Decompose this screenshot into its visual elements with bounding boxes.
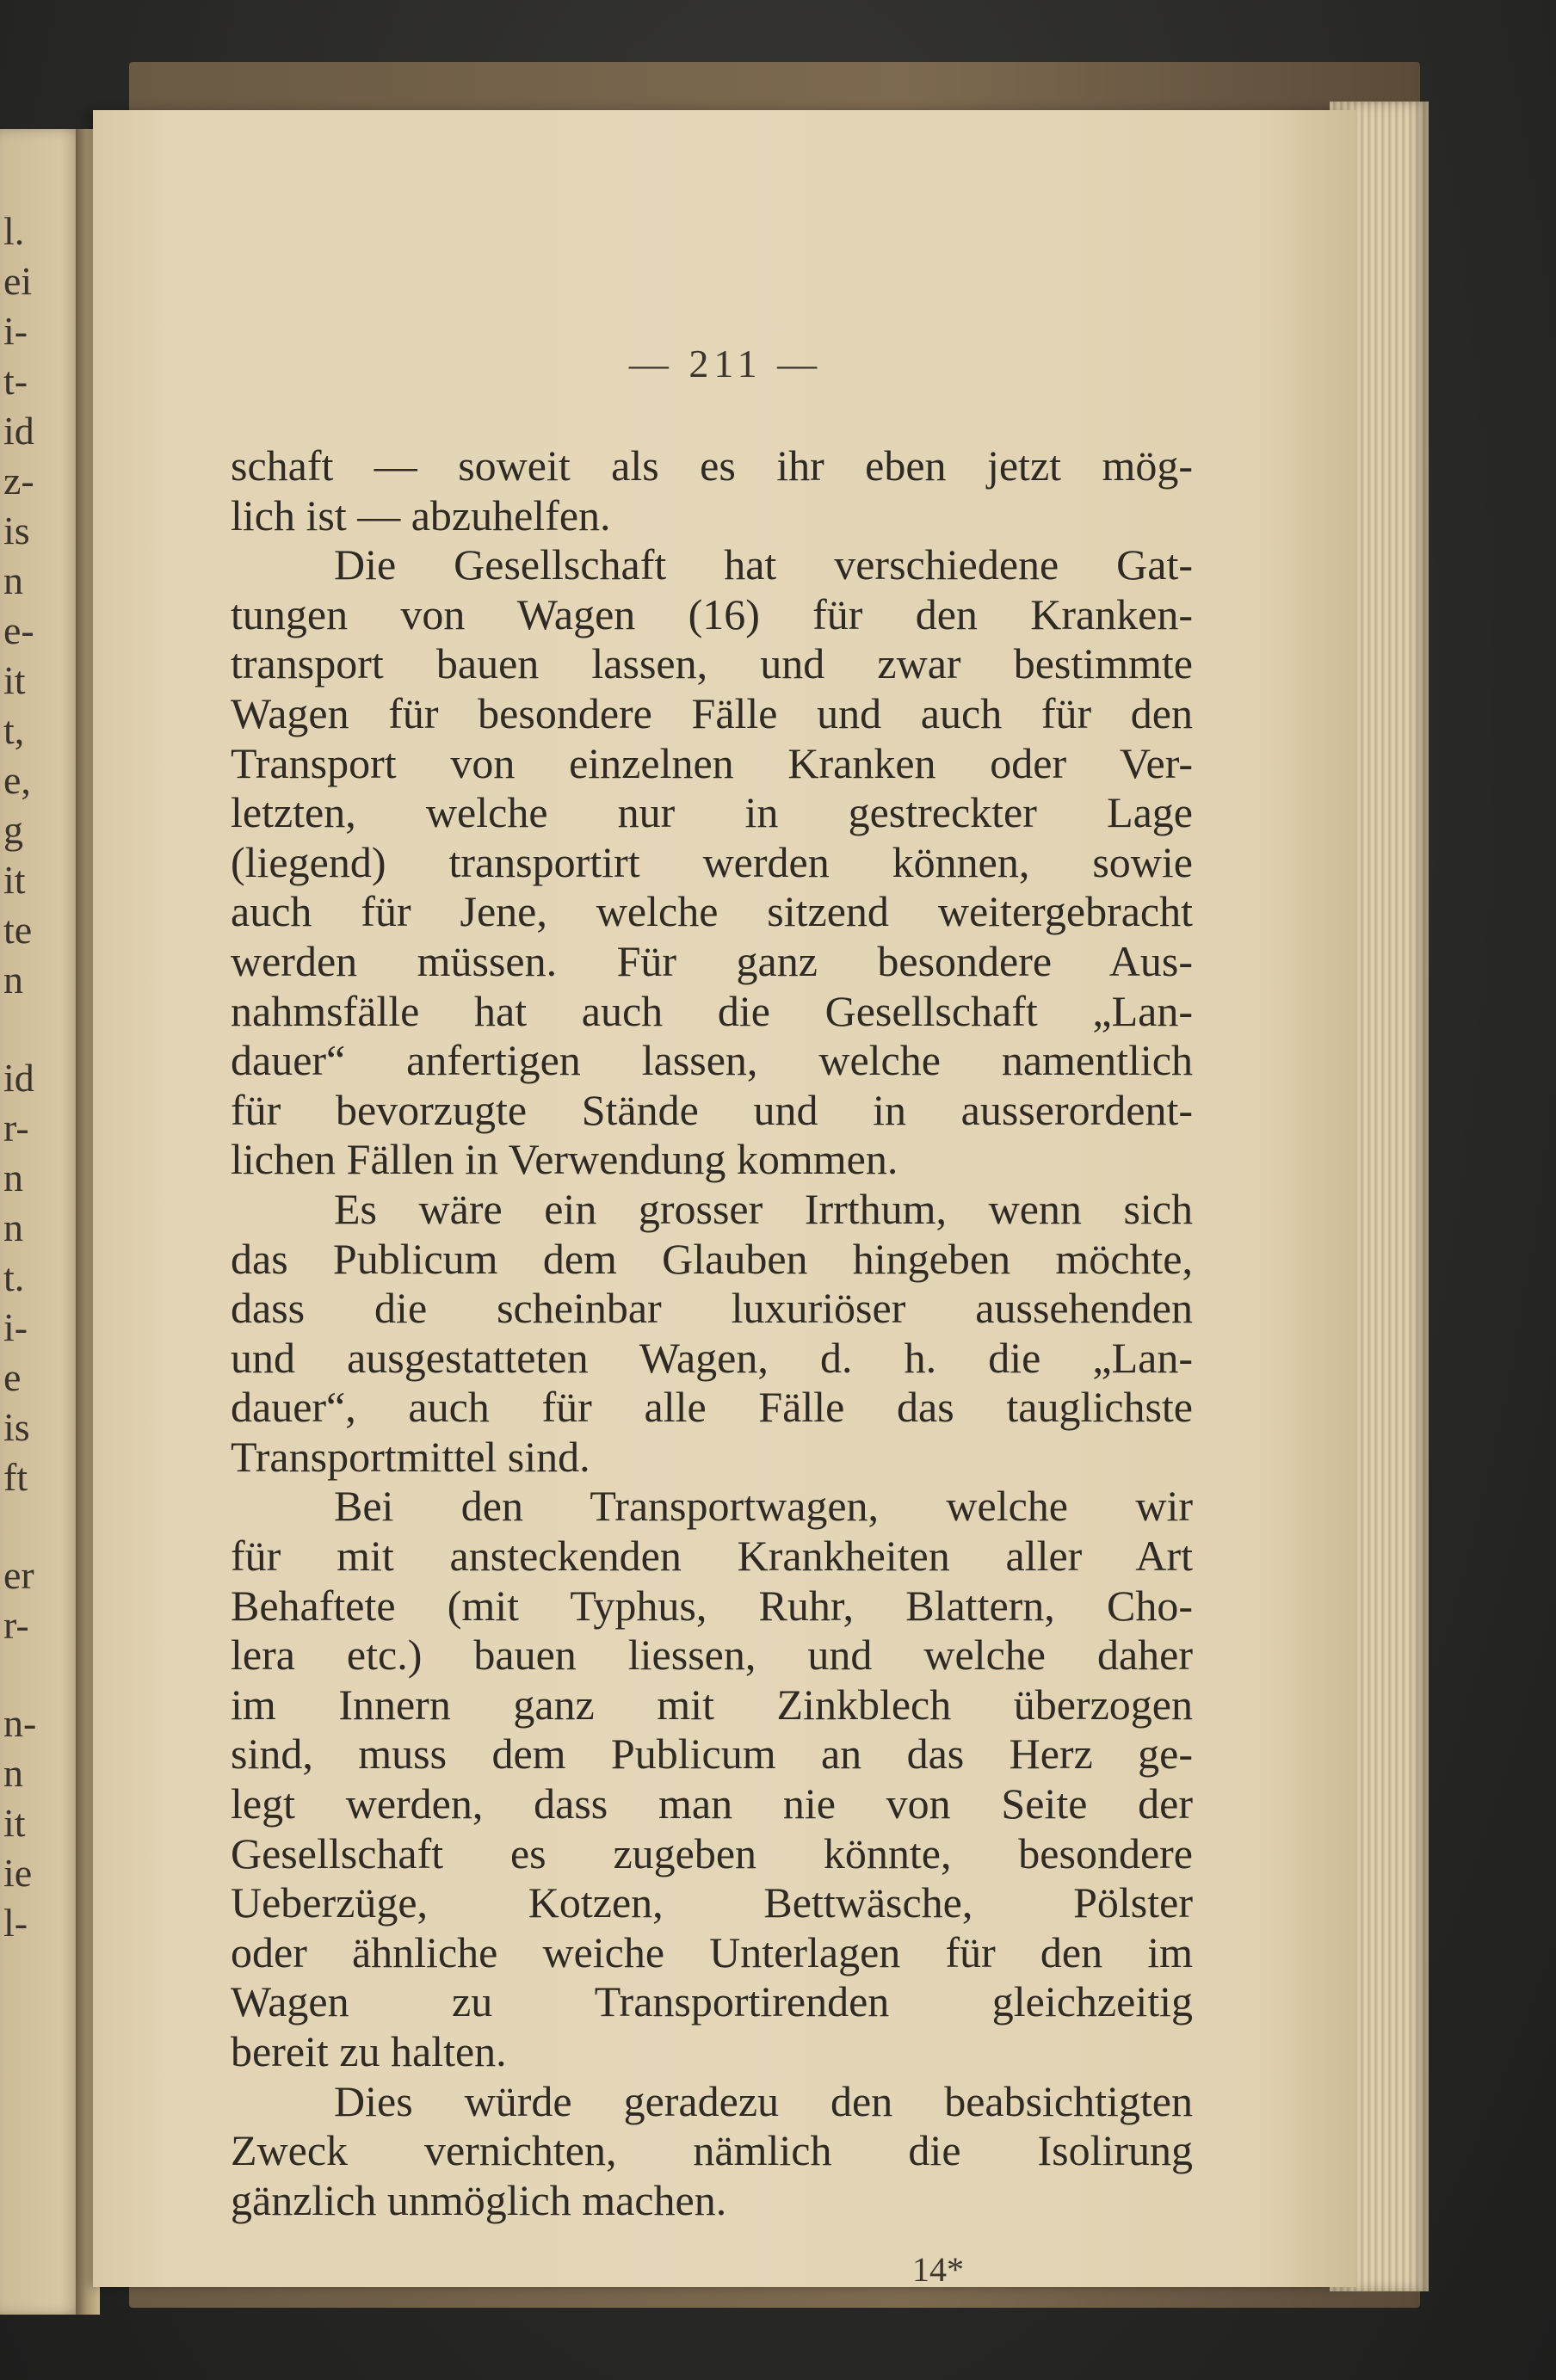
text-line: auch für Jene, welche sitzend weitergebracht	[231, 887, 1193, 936]
text-line: Wagen für besondere Fälle und auch für den	[231, 688, 1193, 737]
previous-page-text-fragment: n	[3, 1751, 23, 1795]
previous-page-text-fragment: t.	[3, 1255, 25, 1299]
previous-page-edge	[0, 129, 86, 2315]
text-line: schaft — soweit als es ihr eben jetzt mög-	[231, 441, 1193, 490]
text-line: das Publicum dem Glauben hingeben möchte,	[231, 1234, 1193, 1283]
previous-page-text-fragment: z-	[3, 459, 34, 503]
previous-page-text-fragment: n	[3, 558, 23, 602]
text-line: dass die scheinbar luxuriöser aussehenden	[231, 1284, 1193, 1333]
previous-page-text-fragment: n	[3, 958, 23, 1002]
text-line: (liegend) transportirt werden können, sowie	[231, 837, 1193, 886]
previous-page-text-fragment: it	[3, 1801, 26, 1845]
page-body-text	[231, 441, 1193, 2225]
text-line: oder ähnliche weiche Unterlagen für den im	[231, 1927, 1193, 1976]
text-line: lich ist — abzuhelfen.	[231, 490, 611, 540]
text-line: letzten, welche nur in gestreckter Lage	[231, 788, 1193, 837]
text-line: dauer“ anfertigen lassen, welche namentlich	[231, 1036, 1193, 1085]
previous-page-text-fragment: g	[3, 808, 23, 852]
previous-page-text-fragment: is	[3, 509, 30, 552]
previous-page-text-fragment: n-	[3, 1701, 37, 1745]
text-line: legt werden, dass man nie von Seite der	[231, 1779, 1193, 1828]
signature-mark: 14*	[912, 2250, 964, 2289]
previous-page-text-fragment: id	[3, 409, 34, 453]
text-line: nahmsfälle hat auch die Gesellschaft „Lan-	[231, 986, 1193, 1035]
text-line: Bei den Transportwagen, welche wir	[334, 1482, 1193, 1531]
previous-page-text-fragment: id	[3, 1056, 34, 1100]
page-number-header: — 211 —	[628, 342, 823, 385]
previous-page-text-fragment: it	[3, 658, 26, 702]
text-line: Ueberzüge, Kotzen, Bettwäsche, Pölster	[231, 1878, 1193, 1927]
text-line: tungen von Wagen (16) für den Kranken-	[231, 589, 1193, 638]
previous-page-text-fragment: n	[3, 1205, 23, 1249]
text-line: lera etc.) bauen liessen, und welche daher	[231, 1631, 1193, 1680]
previous-page-text-fragment: e	[3, 1355, 22, 1399]
book-page	[93, 110, 1356, 2287]
previous-page-text-fragment: i-	[3, 309, 28, 353]
previous-page-text-fragment: ie	[3, 1851, 33, 1895]
text-line: für bevorzugte Stände und in ausserordent-	[231, 1085, 1193, 1134]
previous-page-text-fragment: ei	[3, 259, 33, 303]
text-line: und ausgestatteten Wagen, d. h. die „Lan-	[231, 1333, 1193, 1382]
text-line: im Innern ganz mit Zinkblech überzogen	[231, 1680, 1193, 1729]
text-line: Es wäre ein grosser Irrthum, wenn sich	[334, 1184, 1193, 1233]
previous-page-text-fragment: er	[3, 1553, 34, 1597]
previous-page-text-fragment: t,	[3, 708, 25, 752]
previous-page-text-fragment: is	[3, 1405, 30, 1449]
previous-page-text-fragment: t-	[3, 359, 28, 403]
text-line: transport bauen lassen, und zwar bestimmte	[231, 639, 1193, 688]
text-line: dauer“, auch für alle Fälle das tauglichste	[231, 1383, 1193, 1432]
text-line: für mit ansteckenden Krankheiten aller Art	[231, 1532, 1193, 1581]
text-line: Die Gesellschaft hat verschiedene Gat-	[334, 540, 1193, 589]
previous-page-text-fragment: i-	[3, 1305, 28, 1349]
text-line: Transportmittel sind.	[231, 1432, 590, 1481]
text-line: sind, muss dem Publicum an das Herz ge-	[231, 1730, 1193, 1779]
previous-page-text-fragment: it	[3, 858, 26, 902]
text-line: gänzlich unmöglich machen.	[231, 2175, 727, 2224]
text-line: werden müssen. Für ganz besondere Aus-	[231, 936, 1193, 985]
previous-page-text-fragment: l-	[3, 1901, 28, 1945]
previous-page-text-fragment: e,	[3, 758, 31, 802]
text-line: Behaftete (mit Typhus, Ruhr, Blattern, Cho-	[231, 1581, 1193, 1630]
previous-page-text-fragment: l.	[3, 209, 25, 253]
text-line: bereit zu halten.	[231, 2027, 507, 2075]
previous-page-text-fragment: te	[3, 908, 33, 952]
text-line: Zweck vernichten, nämlich die Isolirung	[231, 2126, 1193, 2175]
text-line: Wagen zu Transportirenden gleichzeitig	[231, 1977, 1193, 2026]
previous-page-text-fragment: ft	[3, 1455, 28, 1499]
previous-page-text-fragment: r-	[3, 1106, 29, 1150]
text-line: Dies würde geradezu den beabsichtigten	[334, 2076, 1193, 2125]
text-line: Transport von einzelnen Kranken oder Ver-	[231, 738, 1193, 787]
previous-page-text-fragment: e-	[3, 608, 34, 652]
text-line: lichen Fällen in Verwendung kommen.	[231, 1135, 898, 1184]
text-line: Gesellschaft es zugeben könnte, besondere	[231, 1828, 1193, 1877]
previous-page-text-fragment: r-	[3, 1603, 29, 1647]
previous-page-text-fragment: n	[3, 1156, 23, 1199]
